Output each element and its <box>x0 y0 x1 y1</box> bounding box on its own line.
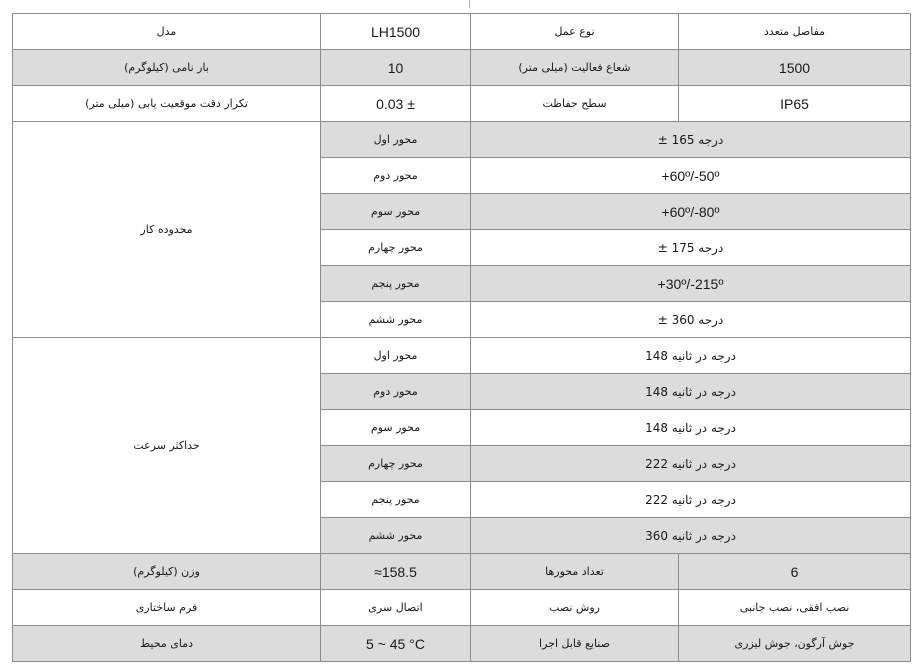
work-range-axis-label: محور اول <box>321 122 471 158</box>
work-range-axis-label: محور ششم <box>321 302 471 338</box>
model-label: مدل <box>13 14 321 50</box>
payload-label: بار نامی (کیلوگرم) <box>13 50 321 86</box>
weight-label: وزن (کیلوگرم) <box>13 554 321 590</box>
work-range-label: محدوده کار <box>13 122 321 338</box>
industries-label: صنایع قابل اجرا <box>471 626 679 662</box>
work-range-axis-value: درجه 165 ± <box>471 122 911 158</box>
work-range-axis-value: +30º/-215º <box>471 266 911 302</box>
work-range-axis-label: محور چهارم <box>321 230 471 266</box>
spec-table <box>12 13 911 662</box>
reach-label: شعاع فعالیت (میلی متر) <box>471 50 679 86</box>
reach-value: 1500 <box>679 50 911 86</box>
mounting-label: روش نصب <box>471 590 679 626</box>
work-range-axis-value: درجه 360 ± <box>471 302 911 338</box>
structure-label: فرم ساختاری <box>13 590 321 626</box>
table-row <box>13 590 911 626</box>
protection-label: سطح حفاظت <box>471 86 679 122</box>
max-speed-axis-value: درجه در ثانیه 148 <box>471 410 911 446</box>
top-tick-mark <box>469 0 470 8</box>
max-speed-axis-label: محور اول <box>321 338 471 374</box>
max-speed-axis-value: درجه در ثانیه 222 <box>471 446 911 482</box>
max-speed-label: حداکثر سرعت <box>13 338 321 554</box>
max-speed-axis-label: محور سوم <box>321 410 471 446</box>
table-row <box>13 122 911 158</box>
work-range-axis-label: محور دوم <box>321 158 471 194</box>
work-range-axis-value: +60º/-80º <box>471 194 911 230</box>
table-row <box>13 86 911 122</box>
axes-count-label: تعداد محورها <box>471 554 679 590</box>
repeatability-value: 0.03 ± <box>321 86 471 122</box>
application-value: مفاصل متعدد <box>679 14 911 50</box>
mounting-value: نصب افقی، نصب جانبی <box>679 590 911 626</box>
max-speed-axis-value: درجه در ثانیه 148 <box>471 374 911 410</box>
table-row <box>13 338 911 374</box>
work-range-axis-label: محور پنجم <box>321 266 471 302</box>
max-speed-axis-value: درجه در ثانیه 222 <box>471 482 911 518</box>
weight-value: ≈158.5 <box>321 554 471 590</box>
work-range-axis-value: درجه 175 ± <box>471 230 911 266</box>
ambient-label: دمای محیط <box>13 626 321 662</box>
table-row <box>13 50 911 86</box>
model-value: LH1500 <box>321 14 471 50</box>
max-speed-axis-value: درجه در ثانیه 360 <box>471 518 911 554</box>
application-label: نوع عمل <box>471 14 679 50</box>
protection-value: IP65 <box>679 86 911 122</box>
ambient-value: 5 ~ 45 °C <box>321 626 471 662</box>
axes-count-value: 6 <box>679 554 911 590</box>
max-speed-axis-label: محور چهارم <box>321 446 471 482</box>
work-range-axis-value: +60º/-50º <box>471 158 911 194</box>
max-speed-axis-label: محور دوم <box>321 374 471 410</box>
max-speed-axis-value: درجه در ثانیه 148 <box>471 338 911 374</box>
work-range-axis-label: محور سوم <box>321 194 471 230</box>
table-row <box>13 14 911 50</box>
table-row <box>13 554 911 590</box>
structure-value: اتصال سری <box>321 590 471 626</box>
table-row <box>13 626 911 662</box>
industries-value: جوش آرگون، جوش لیزری <box>679 626 911 662</box>
max-speed-axis-label: محور ششم <box>321 518 471 554</box>
payload-value: 10 <box>321 50 471 86</box>
repeatability-label: تکرار دقت موقعیت یابی (میلی متر) <box>13 86 321 122</box>
max-speed-axis-label: محور پنجم <box>321 482 471 518</box>
